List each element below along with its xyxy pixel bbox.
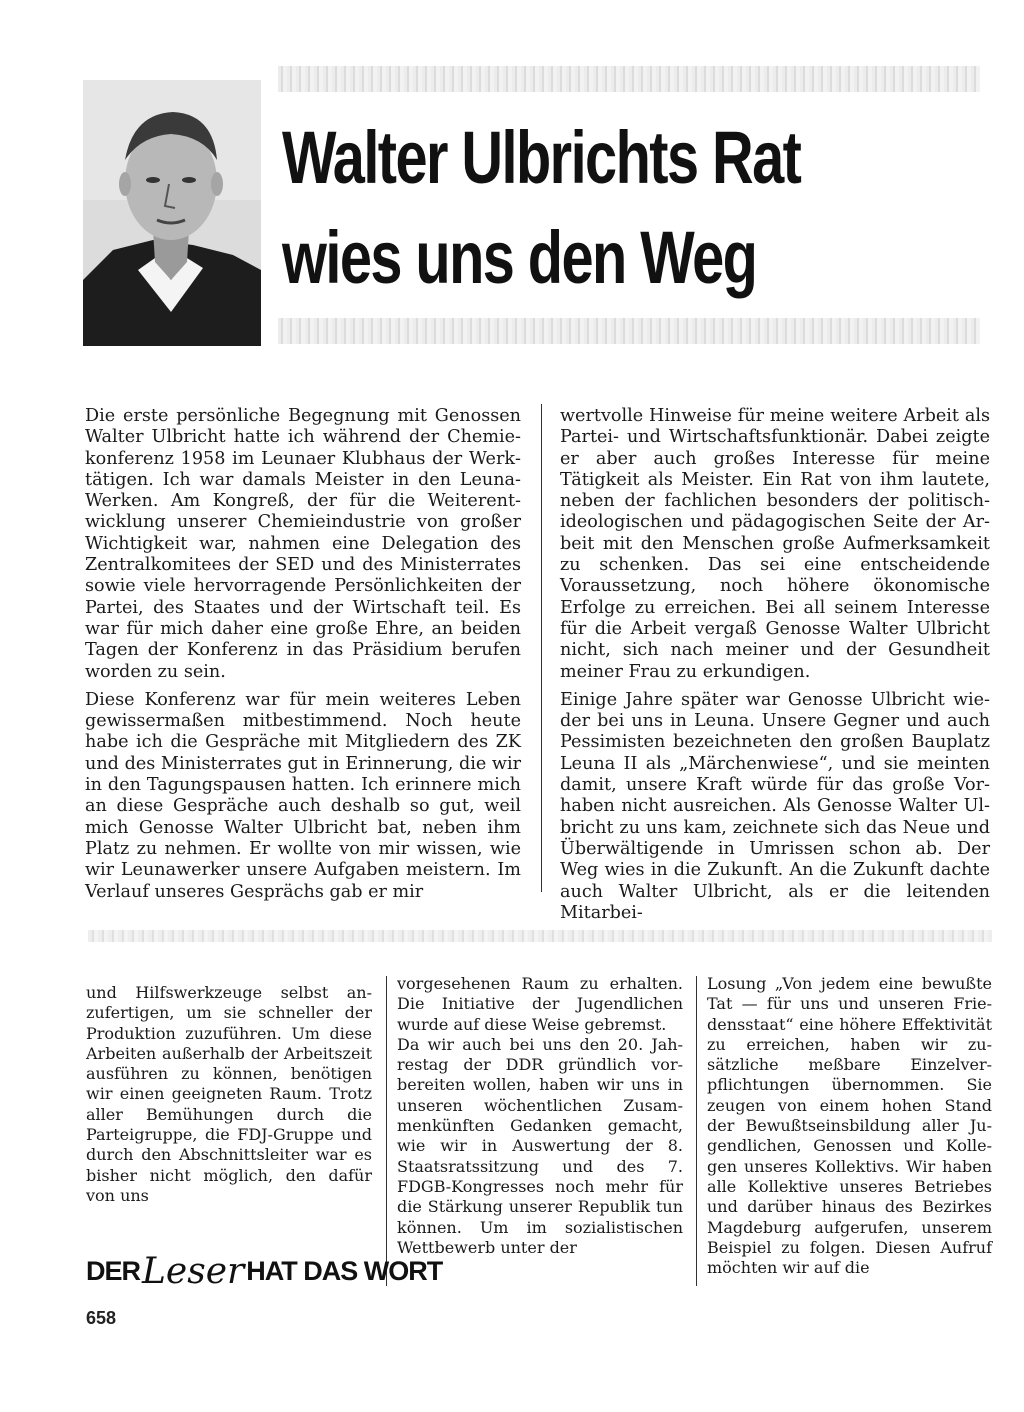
headline-line-2: wies uns den Weg xyxy=(282,216,757,299)
article-paragraph: wertvolle Hinweise für meine weitere Arbeit als Partei- und Wirtschaftsfunktionär. Dabei zeigte er aber auch großes Interesse für meine Tätigkeit als Meister. Ein Rat von ihm lautete, neben der fachlichen besonders der politisch-ideologischen und pädagogischen Seite der Arbeit mit den Menschen große Aufmerksamkeit zu schenken. Das sei eine entscheidende Voraussetzung, noch höhere ökonomische Erfolge zu erreichen. Bei all seinem Interesse für die Arbeit vergaß Genosse Walter Ulbricht nicht, sich nach meiner und der Gesundheit meiner Frau zu erkundigen. xyxy=(560,406,990,682)
letter-column-3 xyxy=(707,974,992,1278)
header-band-bottom xyxy=(278,318,980,344)
article-column-1 xyxy=(85,406,521,903)
page-number: 658 xyxy=(86,1308,117,1328)
headline-line-1: Walter Ulbrichts Rat xyxy=(282,116,801,199)
logo-text-der: DER xyxy=(86,1255,141,1286)
portrait-photo xyxy=(83,80,261,346)
logo-text-hat-das-wort: HAT DAS WORT xyxy=(246,1255,443,1286)
article-paragraph: Einige Jahre später war Genosse Ulbricht wieder bei uns in Leuna. Unsere Gegner und auch Pessimisten bezeichneten den großen Bauplatz Leuna II als „Märchenwiese“, und sie meinten damit, unsere Kraft würde für das große Vorhaben nicht ausreichen. Als Genosse Walter Ulbricht zu uns kam, zeichnete sich das Neue und Überwältigende in Umrissen schon ab. Der Weg wies in die Zukunft. An die Zukunft dachte auch Walter Ulbricht, als er die leitenden Mitarbei- xyxy=(560,689,990,923)
letter-paragraph: und Hilfswerkzeuge selbst anzufertigen, um sie schneller der Produktion zuzuführen. Um diese Arbeiten außerhalb der Arbeitszeit ausführen zu können, benötigen wir einen geeigneten Raum. Trotz aller Bemühungen durch die Parteigruppe, die FDJ-Gruppe und durch den Abschnittsleiter war es bisher nicht möglich, den dafür von uns xyxy=(86,983,372,1205)
logo-script-leser: Leser xyxy=(142,1250,245,1292)
letter-column-1 xyxy=(86,983,372,1206)
article-column-2 xyxy=(560,406,990,924)
article-paragraph: Diese Konferenz war für mein weiteres Leben gewissermaßen mitbestimmend. Noch heute habe ich die Gespräche mit Mitgliedern des ZK und des Ministerrates gut in Erinnerung, die wir in den Tagungspausen hatten. Ich erinnere mich an diese Gespräche auch deshalb so gut, weil mich Genosse Walter Ulbricht bat, neben ihm Platz zu nehmen. Er wollte von mir wissen, wie wir Leunawerker unsere Aufgaben meistern. Im Verlauf unseres Gesprächs gab er mir xyxy=(85,689,521,902)
letter-paragraph: vorgesehenen Raum zu erhalten. Die Initiative der Jugendlichen wurde auf diese Weise gebremst. xyxy=(397,974,683,1034)
article-paragraph: Die erste persönliche Begegnung mit Genossen Walter Ulbricht hatte ich während der Chemiekonferenz 1958 im Leunaer Klubhaus der Werktätigen. Ich war damals Meister in den Leuna-Werken. Am Kongreß, der für die Weiterentwicklung unserer Chemieindustrie von großer Wichtigkeit war, nahmen eine Delegation des Zentralkomitees der SED und des Ministerrates sowie viele hervorragende Persönlichkeiten der Partei, des Staates und der Wirtschaft teil. Es war für mich daher eine große Ehre, an beiden Tagen der Konferenz in das Präsidium berufen worden zu sein. xyxy=(85,406,521,682)
headline xyxy=(282,108,828,308)
column-divider xyxy=(386,976,387,1286)
letter-column-2 xyxy=(397,974,683,1258)
section-separator xyxy=(88,930,992,942)
letter-paragraph: Losung „Von jedem eine bewußte Tat — für uns und unseren Friedensstaat“ eine höhere Effektivität zu erreichen, haben wir zusätzliche meßbare Einzelverpflichtungen übernommen. Sie zeugen von einem hohen Stand der Bewußtseinsbildung aller Jugendlichen, Genossen und Kollegen unseres Kollektivs. Wir haben alle Kollektive unseres Betriebes und darüber hinaus des Bezirkes Magdeburg aufgerufen, unserem Beispiel zu folgen. Diesen Aufruf möchten wir auf die xyxy=(707,974,992,1278)
section-logo xyxy=(86,1250,442,1292)
letter-paragraph: Da wir auch bei uns den 20. Jahrestag der DDR gründlich vorbereiten wollen, haben wir uns in unseren wöchentlichen Zusammenkünften Gedanken gemacht, wie wir in Auswertung der 8. Staatsratssitzung und des 7. FDGB-Kongresses noch mehr für die Stärkung unserer Republik tun können. Um im sozialistischen Wettbewerb unter der xyxy=(397,1034,683,1257)
header-band-top xyxy=(278,66,980,92)
column-divider xyxy=(541,404,542,892)
column-divider xyxy=(696,976,697,1286)
